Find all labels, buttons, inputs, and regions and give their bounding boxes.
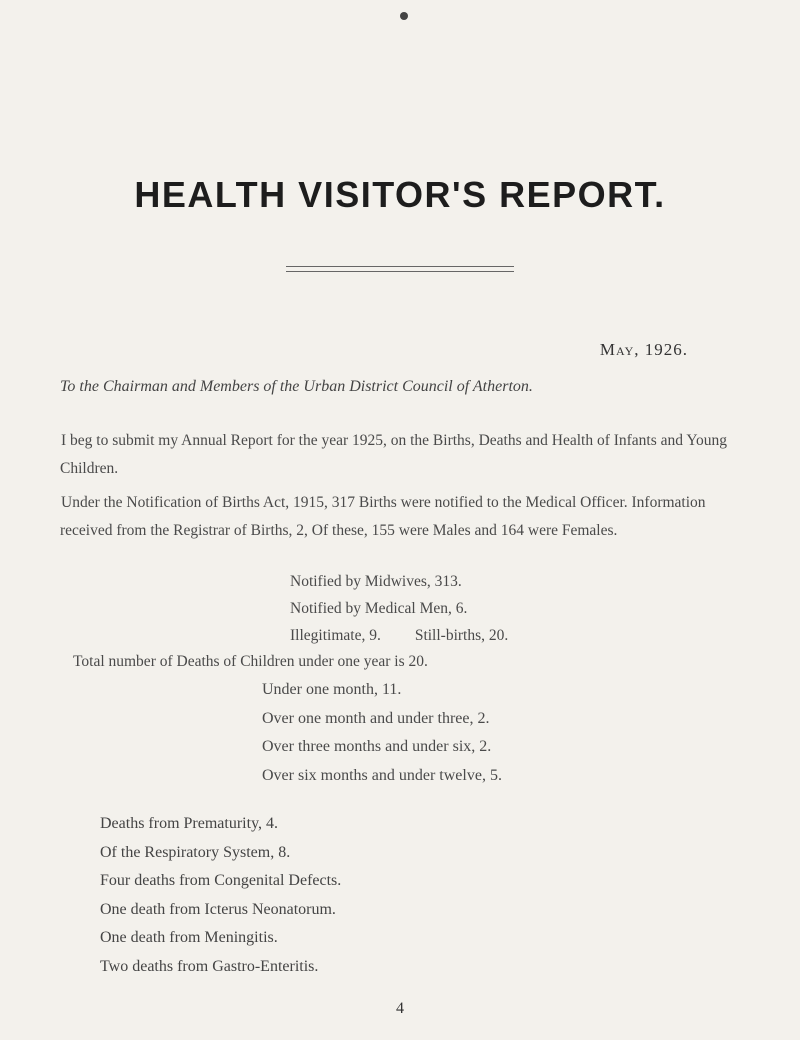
title-double-rule bbox=[286, 266, 514, 272]
list-item: One death from Icterus Neonatorum. bbox=[100, 900, 336, 918]
list-item: Two deaths from Gastro-Enteritis. bbox=[100, 957, 319, 975]
salutation: To the Chairman and Members of the Urban District Council of Atherton. bbox=[60, 378, 533, 395]
list-item: Deaths from Prematurity, 4. bbox=[100, 815, 279, 832]
causes-list bbox=[100, 810, 341, 981]
paragraph-deaths-total: Total number of Deaths of Children under one year is 20. bbox=[73, 653, 428, 670]
bullet-mark bbox=[400, 12, 408, 20]
list-item: Of the Respiratory System, 8. bbox=[100, 843, 291, 861]
list-item: Over one month and under three, 2. bbox=[262, 709, 490, 727]
notifications-list bbox=[290, 568, 508, 649]
list-item: Four deaths from Congenital Defects. bbox=[100, 872, 342, 889]
report-title: HEALTH VISITOR'S REPORT. bbox=[134, 174, 666, 215]
list-item: One death from Meningitis. bbox=[100, 929, 278, 946]
page-number: 4 bbox=[396, 1000, 404, 1017]
list-item: Notified by Medical Men, 6. bbox=[290, 600, 468, 617]
date-month: May bbox=[599, 340, 635, 359]
report-date bbox=[600, 340, 688, 360]
list-item: Over six months and under twelve, 5. bbox=[262, 766, 502, 784]
list-item: Notified by Midwives, 313. bbox=[290, 573, 462, 590]
list-item: Illegitimate, 9. Still-births, 20. bbox=[290, 627, 509, 644]
list-item: Over three months and under six, 2. bbox=[262, 738, 492, 755]
date-year: , 1926. bbox=[634, 340, 688, 359]
paragraph-notification: Under the Notification of Births Act, 1915, 317 Births were notified to the Medical Officer. Information received from the Registrar of Births, 2, Of these, 155 were Males and 164 were Females. bbox=[60, 494, 706, 539]
age-breakdown-list bbox=[262, 676, 502, 790]
list-item: Under one month, 11. bbox=[262, 681, 402, 698]
paragraph-intro: I beg to submit my Annual Report for the year 1925, on the Births, Deaths and Health of Infants and Young Children. bbox=[60, 432, 727, 477]
